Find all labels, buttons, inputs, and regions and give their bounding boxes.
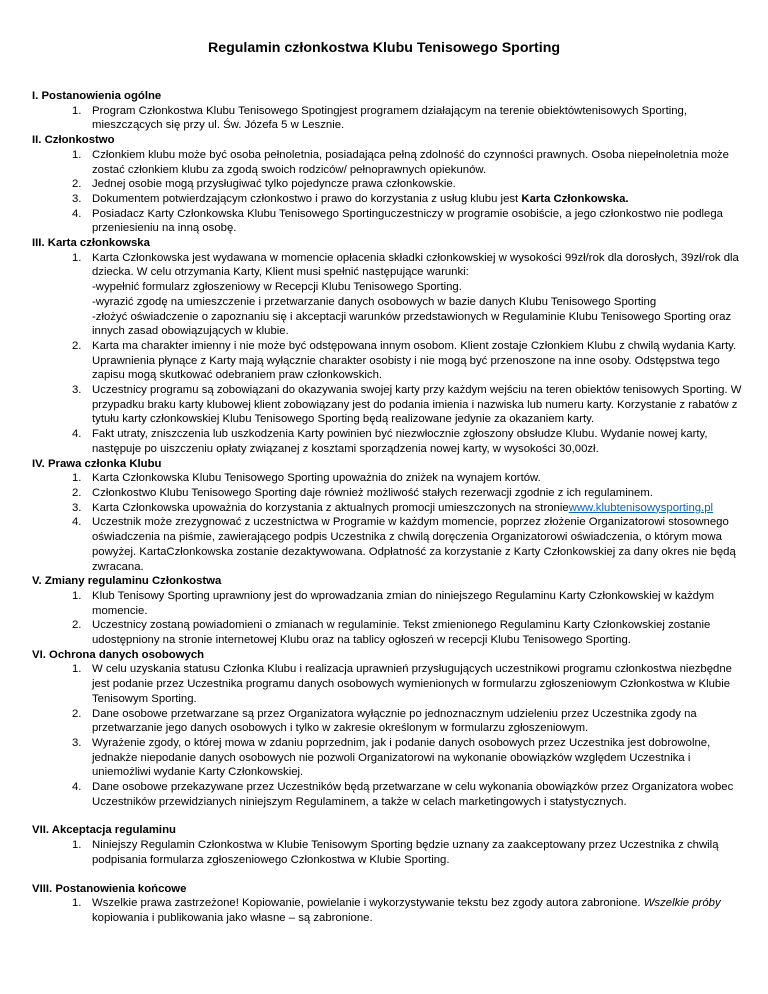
sub-item: -złożyć oświadczenie o zapoznaniu się i akceptacji warunków przedstawionych w Regulaminie Klubu Tenisowego Sporting oraz innych zasad obowiązujących w klubie. xyxy=(92,310,732,338)
item-text: Wszelkie prawa zastrzeżone! Kopiowanie, powielanie i wykorzystywanie tekstu bez zgody autora zabronione. xyxy=(92,897,644,910)
document-body xyxy=(32,89,742,926)
item-text-block xyxy=(92,104,742,133)
item-number: 1. xyxy=(72,839,82,852)
list-item xyxy=(32,501,742,516)
item-number: 3. xyxy=(72,192,82,205)
section-gap xyxy=(32,809,742,823)
item-bold-text: Karta Członkowska. xyxy=(521,192,629,205)
item-text-block xyxy=(92,618,742,647)
item-text: Uczestnicy zostaną powiadomieni o zmianach w regulaminie. Tekst zmienionego Regulaminu Karty Członkowskiej zostanie udostępniony na stronie internetowej Klubu oraz na tablicy ogłoszeń w recepcji Klubu Tenisowego Sporting. xyxy=(92,619,711,647)
item-text: Członkostwo Klubu Tenisowego Sporting daje również możliwość stałych rezerwacji zgodnie z ich regulaminem. xyxy=(92,486,653,499)
item-text-block xyxy=(92,896,742,925)
item-number: 1. xyxy=(72,589,82,602)
item-text: Karta Członkowska jest wydawana w momencie opłacenia składki członkowskiej w wysokości 99zł/rok dla dorosłych, 39zł/rok dla dziecka. W celu otrzymania Karty, Klient musi spełnić następujące warunki: xyxy=(92,251,739,279)
section-heading: VII. Akceptacja regulaminu xyxy=(32,824,176,837)
item-number: 1. xyxy=(72,472,82,485)
section-heading: I. Postanowienia ogólne xyxy=(32,90,162,102)
section xyxy=(32,133,742,236)
section-heading: VIII. Postanowienia końcowe xyxy=(32,882,187,895)
list-item xyxy=(32,192,742,207)
item-text: Fakt utraty, zniszczenia lub uszkodzenia Karty powinien być niezwłocznie zgłoszony obsłudze Klubu. Wydanie nowej karty, następuje po uiszczeniu opłaty związanej z kosztami sporządzenia nowej karty, w wysokości 30,00zł. xyxy=(92,428,708,455)
list-item xyxy=(32,471,742,486)
item-number: 3. xyxy=(72,736,82,749)
section xyxy=(32,574,742,648)
item-text-block xyxy=(92,780,742,809)
item-number: 1. xyxy=(72,104,82,117)
item-number: 2. xyxy=(72,486,82,499)
item-number: 4. xyxy=(72,516,82,529)
item-text-block xyxy=(92,339,742,383)
item-text-block xyxy=(92,736,742,780)
item-text-block xyxy=(92,207,742,236)
item-text: Jednej osobie mogą przysługiwać tylko pojedyncze prawa członkowskie. xyxy=(92,178,456,191)
item-text: W celu uzyskania statusu Członka Klubu i realizacja uprawnień przysługujących uczestnikowi programu członkostwa niezbędne jest podanie przez Uczestnika programu danych osobowych wymienionych w formularzu zgłoszeniowym Członkostwa w Klubie Tenisowym Sporting. xyxy=(92,663,732,705)
item-text: Program Członkostwa Klubu Tenisowego Spotingjest programem działającym na terenie obiektówtenisowych Sporting, mieszczących się przy ul. Św. Józefa 5 w Lesznie. xyxy=(92,104,688,132)
item-number: 4. xyxy=(72,781,82,794)
item-text-block xyxy=(92,471,742,486)
item-text-block xyxy=(92,515,742,574)
item-number: 4. xyxy=(72,207,82,220)
section-heading: V. Zmiany regulaminu Członkostwa xyxy=(32,575,222,588)
item-text: Dane osobowe przekazywane przez Uczestników będą przetwarzane w celu wykonania obowiązków przez Organizatora wobec Uczestników przewidzianych niniejszym Regulaminem, a także w celach marketingowych i statystycznych. xyxy=(92,781,734,808)
item-text: Dane osobowe przetwarzane są przez Organizatora wyłącznie po jednoznacznym udzieleniu przez Uczestnika zgody na przetwarzanie jego danych osobowych i tylko w zakresie określonym w formularzu zgłoszeniowym. xyxy=(92,707,697,735)
item-text-block xyxy=(92,427,742,456)
list-item xyxy=(32,838,742,867)
section xyxy=(32,457,742,575)
section-heading: II. Członkostwo xyxy=(32,134,115,147)
item-text-after: kopiowania i publikowania jako własne – są zabronione. xyxy=(92,911,373,924)
document-title: Regulamin członkostwa Klubu Tenisowego Sporting xyxy=(207,40,561,56)
list-item xyxy=(32,618,742,647)
list-item xyxy=(32,148,742,177)
list-item xyxy=(32,736,742,780)
item-text: Karta Członkowska Klubu Tenisowego Sporting upoważnia do zniżek na wynajem kortów. xyxy=(92,472,541,485)
list-item xyxy=(32,251,742,339)
sub-item: -wypełnić formularz zgłoszeniowy w Recepcji Klubu Tenisowego Sporting. xyxy=(92,281,462,294)
item-number: 3. xyxy=(72,501,82,514)
item-number: 3. xyxy=(72,384,82,397)
sub-item: -wyrazić zgodę na umieszczenie i przetwarzanie danych osobowych w bazie danych Klubu Tenisowego Sporting xyxy=(92,295,657,308)
section xyxy=(32,648,742,810)
item-text: Karta Członkowska upoważnia do korzystania z aktualnych promocji umieszczonych na stronie xyxy=(92,501,569,514)
item-number: 1. xyxy=(72,251,82,264)
item-text-block xyxy=(92,838,742,867)
item-text-block xyxy=(92,662,742,706)
item-number: 1. xyxy=(72,148,82,161)
list-item xyxy=(32,515,742,574)
list-item xyxy=(32,486,742,501)
item-text: Wyrażenie zgody, o której mowa w zdaniu poprzednim, jak i podanie danych osobowych przez Uczestnika jest dobrowolne, jednakże niepodanie danych osobowych nie pozwoli Organizatorowi na wykonanie obowiązków względem Uczestnika i uniemożliwi wydanie Karty Członkowskiej. xyxy=(92,736,711,779)
list-item xyxy=(32,662,742,706)
item-text-block xyxy=(92,177,742,192)
list-item xyxy=(32,780,742,809)
item-number: 2. xyxy=(72,339,82,352)
item-text: Członkiem klubu może być osoba pełnoletnia, posiadająca pełną zdolność do czynności prawnych. Osoba niepełnoletnia może zostać członkiem klubu za zgodą swoich rodziców/ pełnoprawnych opiekunów. xyxy=(92,148,729,176)
item-number: 2. xyxy=(72,707,82,720)
section-gap xyxy=(32,868,742,882)
item-number: 1. xyxy=(72,663,82,676)
item-text-block xyxy=(92,383,742,427)
item-text-block xyxy=(92,148,742,177)
list-item xyxy=(32,896,742,925)
item-italic-text: Wszelkie próby xyxy=(643,897,721,910)
item-number: 4. xyxy=(72,428,82,441)
section xyxy=(32,236,742,457)
list-item xyxy=(32,589,742,618)
section xyxy=(32,823,742,867)
item-text-block xyxy=(92,707,742,736)
item-text-block xyxy=(92,501,742,516)
item-text: Niniejszy Regulamin Członkostwa w Klubie Tenisowym Sporting będzie uznany za zaakceptowany przez Uczestnika z chwilą podpisania formularza zgłoszeniowego Członkostwa w Klubie Sporting. xyxy=(92,839,719,866)
item-text: Karta ma charakter imienny i nie może być odstępowana innym osobom. Klient zostaje Członkiem Klubu z chwilą wydania Karty. Uprawnienia płynące z Karty mają wyłącznie charakter osobisty i nie mogą być przenoszone na inne osoby. Odstępstwa tego zapisu mogą skutkować odebraniem praw członkowskich. xyxy=(92,339,737,382)
section xyxy=(32,882,742,926)
list-item xyxy=(32,177,742,192)
item-text: Uczestnicy programu są zobowiązani do okazywania swojej karty przy każdym wejściu na teren obiektów tenisowych Sporting. W przypadku braku karty klubowej klient zobowiązany jest do podania imienia i nazwiska lub numeru karty. Korzystanie z rabatów z tytułu karty członkowskiej Klubu Tenisowego Sporting będą realizowane jedynie za okazaniem karty. xyxy=(92,384,742,426)
list-item xyxy=(32,339,742,383)
item-number: 2. xyxy=(72,178,82,191)
section-heading: III. Karta członkowska xyxy=(32,237,150,250)
item-text: Klub Tenisowy Sporting uprawniony jest do wprowadzania zmian do niniejszego Regulaminu Karty Członkowskiej w każdym momencie. xyxy=(92,589,715,617)
item-text-block xyxy=(92,192,742,207)
section-heading: IV. Prawa członka Klubu xyxy=(32,457,162,470)
list-item xyxy=(32,383,742,427)
item-text-block xyxy=(92,589,742,618)
list-item xyxy=(32,207,742,236)
item-text: Uczestnik może zrezygnować z uczestnictwa w Programie w każdym momencie, poprzez złożenie Organizatorowi stosownego oświadczenia na piśmie, zawierającego podpis Uczestnika z chwilą doręczenia Organizatorowi oświadczenia, o którym mowa powyżej. KartaCzłonkowska zostanie dezaktywowana. Odpłatność za korzystanie z Karty Członkowskiej za dany okres nie będą zwracana. xyxy=(92,516,736,573)
website-link[interactable]: www.klubtenisowysporting.pl xyxy=(568,501,714,514)
item-text: Dokumentem potwierdzającym członkostwo i prawo do korzystania z usług klubu jest xyxy=(92,192,522,205)
section-heading: VI. Ochrona danych osobowych xyxy=(32,648,205,661)
list-item xyxy=(32,707,742,736)
list-item xyxy=(32,104,742,133)
item-text: Posiadacz Karty Członkowska Klubu Tenisowego Sportinguczestniczy w programie osobiście, a jego członkostwo nie podlega przeniesieniu na inną osobę. xyxy=(92,207,723,235)
item-text-block xyxy=(92,486,742,501)
section xyxy=(32,89,742,133)
item-number: 1. xyxy=(72,897,82,910)
item-number: 2. xyxy=(72,619,82,632)
list-item xyxy=(32,427,742,456)
item-text-block xyxy=(92,251,742,339)
